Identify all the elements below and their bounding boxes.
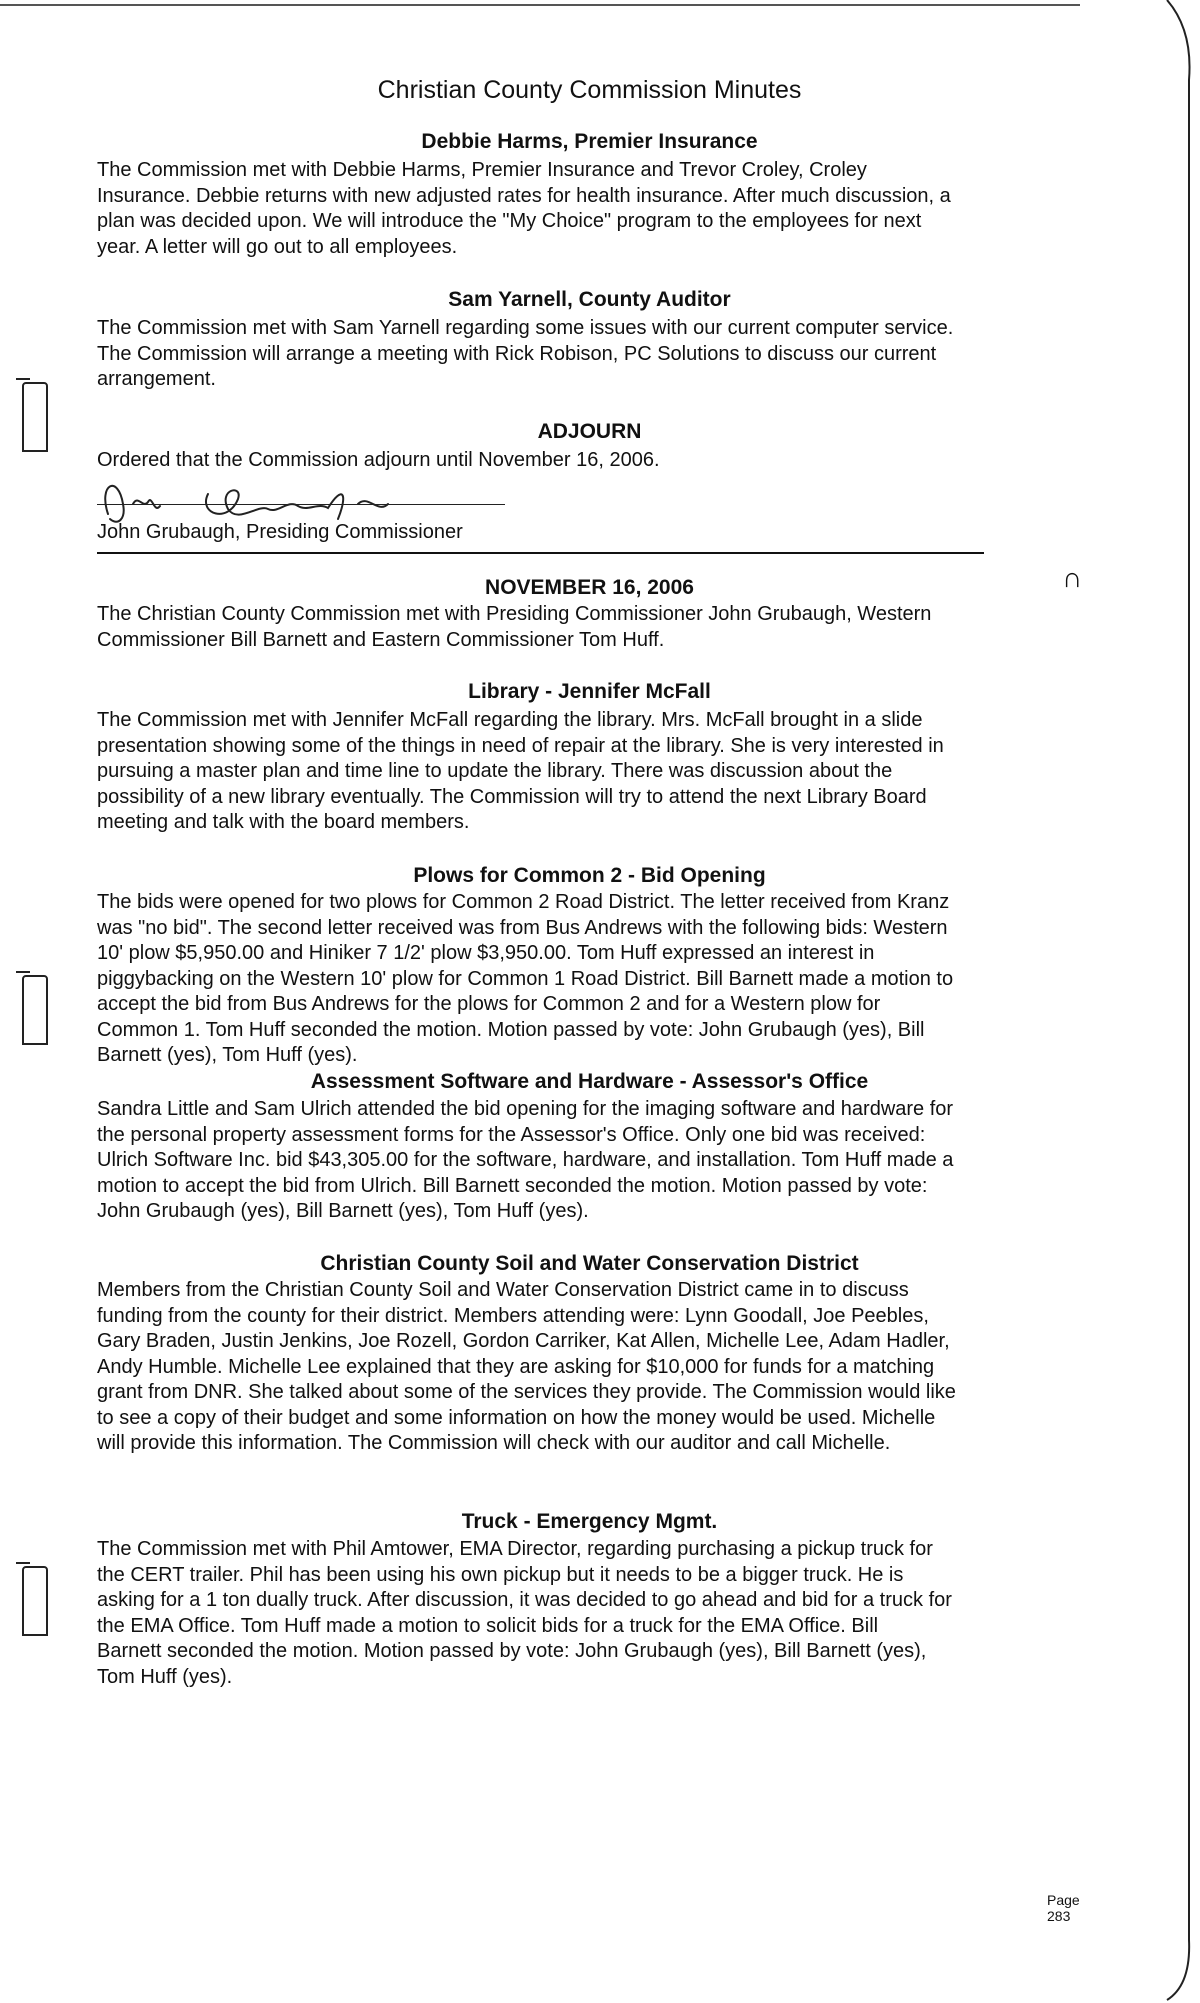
text-line: the EMA Office. Tom Huff made a motion to solicit bids for a truck for the EMA Office. Bill: [97, 1614, 879, 1637]
section-body: [97, 1097, 1082, 1225]
text-line: grant from DNR. She talked about some of the services they provide. The Commission would like: [97, 1381, 956, 1403]
text-line: Insurance. Debbie returns with new adjusted rates for health insurance. After much discussion, a: [97, 184, 951, 207]
section-body: [97, 158, 1082, 260]
text-line: the CERT trailer. Phil has been using his own pickup but it needs to be a bigger truck. He is: [97, 1563, 904, 1586]
binder-hole-marker: [22, 382, 48, 452]
section-heading: Plows for Common 2 - Bid Opening: [413, 864, 766, 887]
section-heading: Assessment Software and Hardware - Assessor's Office: [310, 1070, 869, 1093]
text-line: The Christian County Commission met with Presiding Commissioner John Grubaugh, Western: [97, 603, 932, 625]
text-line: funding from the county for their district. Members attending were: Lynn Goodall, Joe Peebles,: [97, 1304, 929, 1327]
text-line: Andy Humble. Michelle Lee explained that they are asking for $10,000 for funds for a matching: [97, 1355, 935, 1378]
text-line: Commissioner Bill Barnett and Eastern Commissioner Tom Huff.: [97, 628, 665, 651]
section-body: [97, 602, 1082, 653]
text-line: accept the bid from Bus Andrews for the plows for Common 2 and for a Western plow for: [97, 993, 881, 1015]
scan-binding-edge: [1165, 0, 1195, 2003]
text-line: Ordered that the Commission adjourn until November 16, 2006.: [97, 449, 660, 471]
section-body: [97, 1537, 1082, 1690]
section-body: [97, 890, 1082, 1069]
binder-hole-marker: [22, 975, 48, 1045]
text-line: Members from the Christian County Soil and Water Conservation District came in to discuss: [97, 1279, 909, 1301]
margin-mark: ∩: [1062, 562, 1083, 593]
text-line: asking for a 1 ton dually truck. After discussion, it was decided to go ahead and bid for a truck for: [97, 1589, 952, 1611]
handwritten-signature: [88, 464, 428, 544]
text-line: Barnett seconded the motion. Motion passed by vote: John Grubaugh (yes), Bill Barnett (yes),: [97, 1640, 927, 1662]
text-line: 10' plow $5,950.00 and Hiniker 7 1/2' plow $3,950.00. Tom Huff expressed an interest in: [97, 942, 875, 964]
text-line: possibility of a new library eventually. The Commission will try to attend the next Library Board: [97, 785, 927, 808]
text-line: The Commission met with Jennifer McFall regarding the library. Mrs. McFall brought in a slide: [97, 709, 923, 731]
text-line: The Commission will arrange a meeting with Rick Robison, PC Solutions to discuss our current: [97, 342, 937, 365]
section-heading: Library - Jennifer McFall: [468, 680, 711, 703]
section-divider: [97, 552, 984, 554]
section-heading: Truck - Emergency Mgmt.: [461, 1510, 718, 1533]
text-line: arrangement.: [97, 368, 216, 390]
text-line: to see a copy of their budget and some information on how the money would be used. Michelle: [97, 1406, 936, 1429]
page-number: Page 283: [1047, 1892, 1080, 1924]
text-line: Tom Huff (yes).: [97, 1665, 233, 1688]
text-line: pursuing a master plan and time line to update the library. There was discussion about the: [97, 760, 893, 782]
text-line: meeting and talk with the board members.: [97, 811, 470, 833]
text-line: Ulrich Software Inc. bid $43,305.00 for the software, hardware, and installation. Tom Huff made a: [97, 1149, 954, 1171]
section-body: [97, 316, 1082, 393]
text-line: piggybacking on the Western 10' plow for Common 1 Road District. Bill Barnett made a motion to: [97, 967, 954, 990]
text-line: Sandra Little and Sam Ulrich attended the bid opening for the imaging software and hardware for: [97, 1098, 954, 1120]
text-line: presentation showing some of the things in need of repair at the library. She is very interested in: [97, 734, 944, 757]
document-title: Christian County Commission Minutes: [377, 76, 802, 104]
text-line: Barnett (yes), Tom Huff (yes).: [97, 1044, 358, 1066]
section-body: [97, 708, 1082, 836]
text-line: The Commission met with Debbie Harms, Premier Insurance and Trevor Croley, Croley: [97, 159, 867, 181]
section-heading: Christian County Soil and Water Conservation District: [320, 1252, 859, 1275]
signature-caption: John Grubaugh, Presiding Commissioner: [97, 521, 463, 543]
section-heading: Sam Yarnell, County Auditor: [448, 288, 731, 311]
text-line: year. A letter will go out to all employees.: [97, 235, 458, 258]
section-heading: NOVEMBER 16, 2006: [485, 576, 694, 599]
text-line: The bids were opened for two plows for Common 2 Road District. The letter received from Kranz: [97, 891, 950, 913]
section-heading: ADJOURN: [537, 420, 642, 443]
text-line: The Commission met with Sam Yarnell regarding some issues with our current computer service.: [97, 317, 954, 339]
section-body: [97, 1278, 1082, 1457]
text-line: Common 1. Tom Huff seconded the motion. Motion passed by vote: John Grubaugh (yes), Bill: [97, 1018, 925, 1041]
section-heading: Debbie Harms, Premier Insurance: [421, 130, 758, 153]
text-line: the personal property assessment forms for the Assessor's Office. Only one bid was received:: [97, 1123, 926, 1146]
text-line: will provide this information. The Commission will check with our auditor and call Michelle.: [97, 1432, 891, 1454]
text-line: John Grubaugh (yes), Bill Barnett (yes), Tom Huff (yes).: [97, 1200, 589, 1222]
text-line: was "no bid". The second letter received was from Bus Andrews with the following bids: Western: [97, 916, 948, 939]
text-line: Gary Braden, Justin Jenkins, Joe Rozell, Gordon Carriker, Kat Allen, Michelle Lee, Adam Hadler,: [97, 1330, 950, 1352]
text-line: The Commission met with Phil Amtower, EMA Director, regarding purchasing a pickup truck for: [97, 1538, 933, 1560]
scan-top-edge: [0, 4, 1080, 6]
binder-hole-marker: [22, 1566, 48, 1636]
text-line: plan was decided upon. We will introduce the "My Choice" program to the employees for next: [97, 210, 922, 232]
text-line: motion to accept the bid from Ulrich. Bill Barnett seconded the motion. Motion passed by vote:: [97, 1174, 928, 1197]
